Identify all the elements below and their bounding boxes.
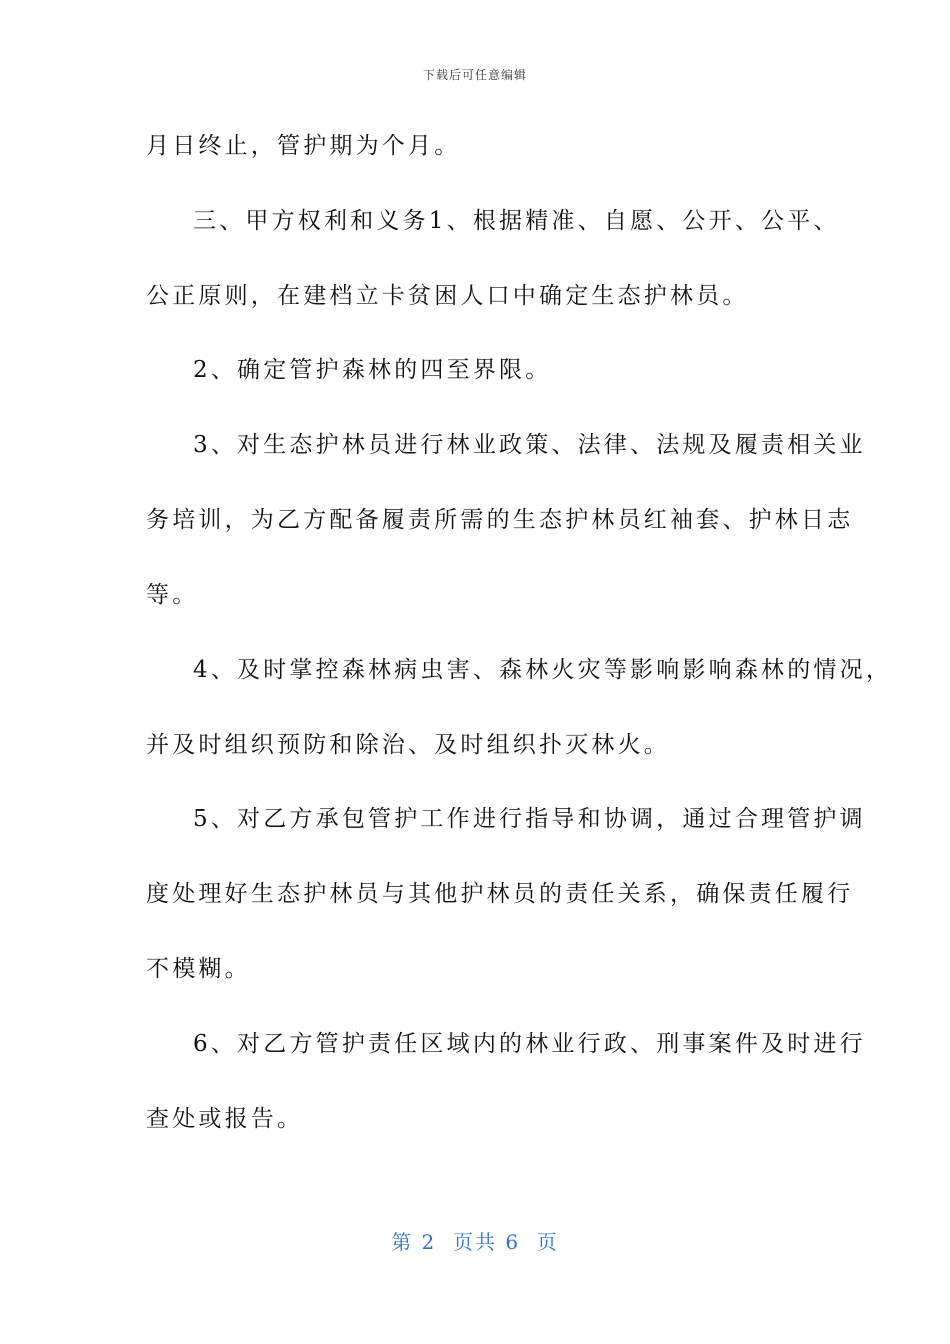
body-line-7: 等。 <box>146 582 199 608</box>
page-number-footer: 第 2 页共 6 页 <box>391 1230 559 1254</box>
body-line-5: 3、对生态护林员进行林业政策、法律、法规及履责相关业 <box>193 432 866 458</box>
body-line-11: 度处理好生态护林员与其他护林员的责任关系，确保责任履行 <box>146 881 854 907</box>
page-header: 下载后可任意编辑 <box>422 68 527 82</box>
body-line-2: 三、甲方权利和义务1、根据精准、自愿、公开、公平、 <box>193 208 840 234</box>
body-line-4: 2、确定管护森林的四至界限。 <box>193 357 552 383</box>
body-line-1: 月日终止，管护期为个月。 <box>146 133 461 159</box>
body-line-6: 务培训，为乙方配备履责所需的生态护林员红袖套、护林日志 <box>146 507 854 533</box>
body-line-13: 6、对乙方管护责任区域内的林业行政、刑事案件及时进行 <box>193 1031 866 1057</box>
body-line-8: 4、及时掌控森林病虫害、森林火灾等影响影响森林的情况， <box>193 657 893 683</box>
body-line-10: 5、对乙方承包管护工作进行指导和协调，通过合理管护调 <box>193 806 866 832</box>
body-line-12: 不模糊。 <box>146 956 251 982</box>
body-line-3: 公正原则，在建档立卡贫困人口中确定生态护林员。 <box>146 283 749 309</box>
body-line-14: 查处或报告。 <box>146 1106 304 1132</box>
body-line-9: 并及时组织预防和除治、及时组织扑灭林火。 <box>146 732 670 758</box>
